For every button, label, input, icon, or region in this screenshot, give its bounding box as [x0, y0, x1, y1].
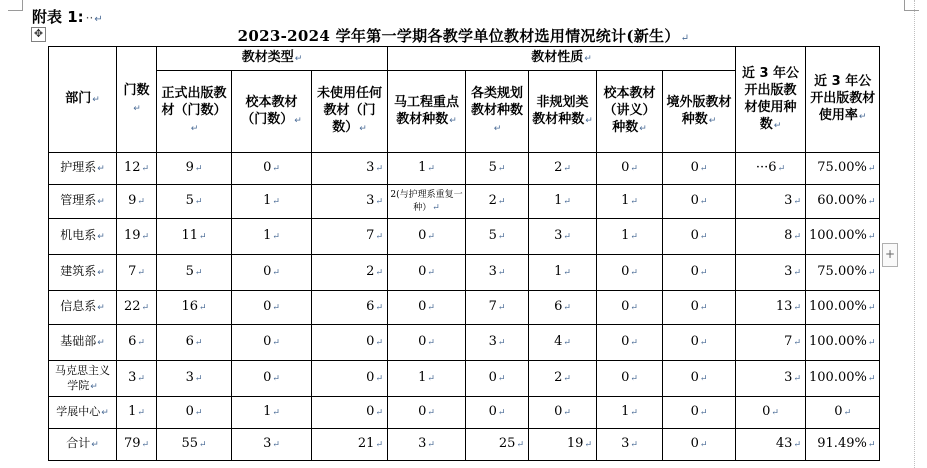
table-row — [49, 153, 880, 185]
cell-recent-count: 13↵ — [736, 291, 806, 325]
paragraph-mark-icon: ↵ — [92, 95, 100, 105]
header-unused: 未使用任何教材（门数）↵ — [312, 71, 388, 153]
paragraph-mark-icon: ↵ — [563, 268, 571, 278]
cell-formal: 9↵ — [157, 153, 232, 185]
cell-formal: 0↵ — [157, 397, 232, 429]
cell-dept: 护理系↵ — [49, 153, 117, 185]
paragraph-mark-icon: ↵ — [427, 440, 435, 450]
paragraph-mark-icon: ↵ — [563, 232, 571, 242]
paragraph-mark-icon: ↵ — [699, 440, 708, 450]
paragraph-mark-icon: ↵ — [133, 103, 141, 114]
paragraph-mark-icon: ↵ — [294, 115, 302, 126]
paragraph-mark-icon: ↵ — [516, 440, 524, 450]
cell-recent-count: 8↵ — [736, 219, 806, 255]
cell-recent-count: 0↵ — [736, 397, 806, 429]
page-corner-mark-right — [904, 0, 919, 11]
paragraph-mark-icon: ↵ — [793, 338, 801, 348]
cell-lecture: 3↵ — [597, 429, 663, 461]
paragraph-mark-icon: ↵ — [94, 14, 103, 25]
cell-planned: 25↵ — [466, 429, 529, 461]
cell-school: 0↵ — [232, 153, 312, 185]
cell-recent-rate: 100.00%↵ — [806, 219, 880, 255]
paragraph-mark-icon: ↵ — [699, 164, 708, 174]
paragraph-mark-icon: ↵ — [359, 124, 367, 134]
paragraph-mark-icon: ↵ — [497, 268, 506, 278]
paragraph-mark-icon: ↵ — [432, 202, 440, 213]
paragraph-mark-icon: ↵ — [194, 408, 203, 418]
cell-dept: 合计↵ — [49, 429, 117, 461]
paragraph-mark-icon: ↵ — [497, 232, 506, 242]
paragraph-mark-icon: ↵ — [867, 164, 876, 174]
header-group-nature: 教材性质↵ — [388, 47, 736, 71]
cell-foreign: 0↵ — [663, 219, 736, 255]
paragraph-mark-icon: ↵ — [771, 408, 779, 418]
paragraph-mark-icon: ↵ — [375, 408, 383, 418]
header-recent3-count: 近 3 年公开出版教材使用种数↵ — [736, 47, 806, 153]
cell-unused: 3↵ — [312, 153, 388, 185]
appendix-dots: ·· — [85, 11, 94, 25]
paragraph-mark-icon: ↵ — [427, 338, 435, 348]
page-edge-guide — [914, 0, 916, 468]
paragraph-mark-icon: ↵ — [867, 232, 876, 242]
paragraph-mark-icon: ↵ — [867, 338, 876, 348]
cell-recent-rate: 100.00%↵ — [806, 361, 880, 397]
table-row — [49, 185, 880, 219]
paragraph-mark-icon: ↵ — [294, 54, 303, 64]
paragraph-mark-icon: ↵ — [141, 303, 150, 313]
paragraph-mark-icon: ↵ — [190, 124, 199, 134]
paragraph-mark-icon: ↵ — [630, 440, 638, 450]
cell-planned: 5↵ — [466, 219, 529, 255]
cell-recent-rate: 75.00%↵ — [806, 255, 880, 291]
paragraph-mark-icon: ↵ — [199, 232, 207, 242]
paragraph-mark-icon: ↵ — [375, 338, 383, 348]
paragraph-mark-icon: ↵ — [858, 112, 867, 122]
paragraph-mark-icon: ↵ — [375, 164, 383, 174]
cell-foreign: 0↵ — [663, 291, 736, 325]
paragraph-mark-icon: ↵ — [141, 164, 150, 174]
paragraph-mark-icon: ↵ — [272, 268, 280, 278]
header-marx: 马工程重点教材种数↵ — [388, 71, 466, 153]
cell-foreign: 0↵ — [663, 185, 736, 219]
header-group-type: 教材类型↵ — [157, 47, 388, 71]
cell-courses: 22↵ — [117, 291, 157, 325]
paragraph-mark-icon: ↵ — [427, 303, 435, 313]
cell-school: 0↵ — [232, 361, 312, 397]
cell-school: 3↵ — [232, 429, 312, 461]
paragraph-mark-icon: ↵ — [137, 338, 145, 348]
table-add-row-plus-icon[interactable]: + — [882, 243, 898, 267]
paragraph-mark-icon: ↵ — [793, 374, 801, 384]
paragraph-mark-icon: ↵ — [90, 381, 98, 392]
paragraph-mark-icon: ↵ — [141, 232, 150, 242]
table-row-total — [49, 429, 880, 461]
paragraph-mark-icon: ↵ — [867, 303, 876, 313]
cell-planned: 0↵ — [466, 397, 529, 429]
cell-unused: 21↵ — [312, 429, 388, 461]
paragraph-mark-icon: ↵ — [375, 268, 383, 278]
cell-marx: 1↵ — [388, 361, 466, 397]
paragraph-mark-icon: ↵ — [699, 374, 708, 384]
cell-nonplanned: 6↵ — [529, 291, 597, 325]
cell-marx: 0↵ — [388, 291, 466, 325]
table-row — [49, 291, 880, 325]
paragraph-mark-icon: ↵ — [699, 408, 708, 418]
paragraph-mark-icon: ↵ — [137, 408, 145, 418]
cell-recent-rate: 0↵ — [806, 397, 880, 429]
cell-lecture: 0↵ — [597, 291, 663, 325]
cell-lecture: 1↵ — [597, 185, 663, 219]
paragraph-mark-icon: ↵ — [97, 268, 105, 278]
paragraph-mark-icon: ↵ — [777, 164, 786, 174]
cell-foreign: 0↵ — [663, 361, 736, 397]
cell-marx: 2(与护理系重复一种）↵ — [388, 185, 466, 219]
statistics-table — [48, 46, 880, 461]
cell-formal: 11↵ — [157, 219, 232, 255]
paragraph-mark-icon: ↵ — [427, 268, 435, 278]
cell-courses: 19↵ — [117, 219, 157, 255]
paragraph-mark-icon: ↵ — [563, 374, 571, 384]
cell-formal: 5↵ — [157, 185, 232, 219]
cell-dept: 基础部↵ — [49, 325, 117, 361]
paragraph-mark-icon: ↵ — [375, 197, 383, 207]
paragraph-mark-icon: ↵ — [699, 303, 708, 313]
paragraph-mark-icon: ↵ — [630, 303, 638, 313]
paragraph-mark-icon: ↵ — [867, 197, 876, 207]
header-recent3-rate: 近 3 年公开出版教材使用率↵ — [806, 47, 880, 153]
paragraph-mark-icon: ↵ — [563, 164, 571, 174]
cell-courses: 3↵ — [117, 361, 157, 397]
paragraph-mark-icon: ↵ — [497, 408, 506, 418]
paragraph-mark-icon: ↵ — [272, 164, 280, 174]
cell-foreign: 0↵ — [663, 429, 736, 461]
header-school: 校本教材（门数）↵ — [232, 71, 312, 153]
cell-formal: 5↵ — [157, 255, 232, 291]
paragraph-mark-icon: ↵ — [449, 115, 457, 126]
paragraph-mark-icon: ↵ — [137, 268, 145, 278]
paragraph-mark-icon: ↵ — [427, 164, 435, 174]
cell-marx: 1↵ — [388, 153, 466, 185]
table-title-text: 2023-2024 学年第一学期各教学单位教材选用情况统计(新生） — [237, 27, 680, 45]
paragraph-mark-icon: ↵ — [194, 197, 203, 207]
paragraph-mark-icon: ↵ — [137, 197, 145, 207]
paragraph-mark-icon: ↵ — [272, 338, 280, 348]
cell-dept: 管理系↵ — [49, 185, 117, 219]
paragraph-mark-icon: ↵ — [497, 197, 506, 207]
cell-recent-count: 3↵ — [736, 255, 806, 291]
appendix-text: 附表 1: — [32, 8, 84, 26]
paragraph-mark-icon: ↵ — [194, 268, 203, 278]
cell-courses: 7↵ — [117, 255, 157, 291]
cell-lecture: 0↵ — [597, 255, 663, 291]
table-row — [49, 255, 880, 291]
cell-nonplanned: 0↵ — [529, 397, 597, 429]
cell-recent-count: 7↵ — [736, 325, 806, 361]
paragraph-mark-icon: ↵ — [793, 232, 801, 242]
paragraph-mark-icon: ↵ — [137, 374, 145, 384]
paragraph-mark-icon: ↵ — [272, 440, 280, 450]
cell-planned: 2↵ — [466, 185, 529, 219]
cell-unused: 2↵ — [312, 255, 388, 291]
paragraph-mark-icon: ↵ — [493, 124, 502, 134]
paragraph-mark-icon: ↵ — [194, 374, 203, 384]
cell-school: 1↵ — [232, 397, 312, 429]
cell-lecture: 0↵ — [597, 325, 663, 361]
cell-school: 0↵ — [232, 325, 312, 361]
cell-recent-rate: 100.00%↵ — [806, 325, 880, 361]
paragraph-mark-icon: ↵ — [194, 164, 203, 174]
cell-dept: 学展中心↵ — [49, 397, 117, 429]
paragraph-mark-icon: ↵ — [497, 303, 506, 313]
paragraph-mark-icon: ↵ — [793, 303, 801, 313]
header-formal: 正式出版教材（门数）↵ — [157, 71, 232, 153]
cell-formal: 6↵ — [157, 325, 232, 361]
paragraph-mark-icon: ↵ — [793, 268, 801, 278]
cell-recent-count: 3↵ — [736, 185, 806, 219]
paragraph-mark-icon: ↵ — [194, 338, 203, 348]
paragraph-mark-icon: ↵ — [272, 374, 280, 384]
cell-recent-rate: 91.49%↵ — [806, 429, 880, 461]
paragraph-mark-icon: ↵ — [699, 268, 708, 278]
cell-lecture: 0↵ — [597, 361, 663, 397]
cell-unused: 6↵ — [312, 291, 388, 325]
paragraph-mark-icon: ↵ — [630, 408, 638, 418]
cell-planned: 3↵ — [466, 255, 529, 291]
header-planned: 各类规划教材种数↵ — [466, 71, 529, 153]
header-school-lecture: 校本教材（讲义）种数↵ — [597, 71, 663, 153]
cell-dept: 机电系↵ — [49, 219, 117, 255]
cell-dept: 信息系↵ — [49, 291, 117, 325]
cell-marx: 0↵ — [388, 325, 466, 361]
paragraph-mark-icon: ↵ — [97, 164, 105, 174]
header-dept: 部门↵ — [49, 47, 117, 153]
header-foreign: 境外版教材种数↵ — [663, 71, 736, 153]
cell-courses: 1↵ — [117, 397, 157, 429]
cell-nonplanned: 19↵ — [529, 429, 597, 461]
cell-lecture: 0↵ — [597, 153, 663, 185]
paragraph-mark-icon: ↵ — [867, 268, 876, 278]
cell-unused: 0↵ — [312, 325, 388, 361]
paragraph-mark-icon: ↵ — [793, 440, 801, 450]
table-row — [49, 325, 880, 361]
paragraph-mark-icon: ↵ — [199, 440, 207, 450]
paragraph-mark-icon: ↵ — [97, 338, 105, 348]
paragraph-mark-icon: ↵ — [630, 164, 638, 174]
cell-unused: 0↵ — [312, 361, 388, 397]
paragraph-mark-icon: ↵ — [375, 374, 383, 384]
header-courses: 门数↵ — [117, 47, 157, 153]
paragraph-mark-icon: ↵ — [793, 197, 801, 207]
cell-unused: 3↵ — [312, 185, 388, 219]
paragraph-mark-icon: ↵ — [867, 374, 876, 384]
paragraph-mark-icon: ↵ — [563, 338, 571, 348]
cell-lecture: 1↵ — [597, 397, 663, 429]
cell-nonplanned: 2↵ — [529, 153, 597, 185]
paragraph-mark-icon: ↵ — [680, 33, 690, 44]
cell-recent-count: 43↵ — [736, 429, 806, 461]
paragraph-mark-icon: ↵ — [563, 197, 571, 207]
cell-planned: 0↵ — [466, 361, 529, 397]
cell-nonplanned: 1↵ — [529, 255, 597, 291]
cell-courses: 6↵ — [117, 325, 157, 361]
paragraph-mark-icon: ↵ — [563, 408, 571, 418]
cell-unused: 0↵ — [312, 397, 388, 429]
cell-planned: 3↵ — [466, 325, 529, 361]
paragraph-mark-icon: ↵ — [843, 408, 852, 418]
paragraph-mark-icon: ↵ — [375, 440, 383, 450]
paragraph-mark-icon: ↵ — [497, 164, 506, 174]
paragraph-mark-icon: ↵ — [585, 115, 593, 126]
cell-school: 1↵ — [232, 185, 312, 219]
paragraph-mark-icon: ↵ — [639, 124, 647, 134]
paragraph-mark-icon: ↵ — [497, 374, 506, 384]
cell-formal: 3↵ — [157, 361, 232, 397]
cell-recent-count: 3↵ — [736, 361, 806, 397]
cell-nonplanned: 3↵ — [529, 219, 597, 255]
appendix-label — [32, 6, 103, 27]
cell-school: 1↵ — [232, 219, 312, 255]
paragraph-mark-icon: ↵ — [427, 408, 435, 418]
paragraph-mark-icon: ↵ — [497, 338, 506, 348]
cell-recent-rate: 100.00%↵ — [806, 291, 880, 325]
paragraph-mark-icon: ↵ — [272, 408, 280, 418]
cell-formal: 55↵ — [157, 429, 232, 461]
paragraph-mark-icon: ↵ — [375, 303, 383, 313]
paragraph-mark-icon: ↵ — [708, 115, 717, 126]
table-move-handle-icon[interactable]: ✥ — [31, 27, 46, 42]
paragraph-mark-icon: ↵ — [375, 232, 383, 242]
cell-foreign: 0↵ — [663, 255, 736, 291]
paragraph-mark-icon: ↵ — [867, 440, 876, 450]
paragraph-mark-icon: ↵ — [427, 232, 435, 242]
paragraph-mark-icon: ↵ — [272, 303, 280, 313]
paragraph-mark-icon: ↵ — [699, 232, 708, 242]
table-title — [0, 25, 927, 46]
paragraph-mark-icon: ↵ — [199, 303, 207, 313]
cell-marx: 0↵ — [388, 219, 466, 255]
cell-recent-count: ···6↵ — [736, 153, 806, 185]
cell-planned: 7↵ — [466, 291, 529, 325]
paragraph-mark-icon: ↵ — [97, 197, 105, 207]
cell-courses: 79↵ — [117, 429, 157, 461]
paragraph-mark-icon: ↵ — [630, 232, 638, 242]
cell-formal: 16↵ — [157, 291, 232, 325]
paragraph-mark-icon: ↵ — [630, 268, 638, 278]
paragraph-mark-icon: ↵ — [699, 197, 708, 207]
cell-foreign: 0↵ — [663, 153, 736, 185]
cell-unused: 7↵ — [312, 219, 388, 255]
paragraph-mark-icon: ↵ — [699, 338, 708, 348]
cell-courses: 9↵ — [117, 185, 157, 219]
cell-marx: 0↵ — [388, 397, 466, 429]
header-nonplanned: 非规划类教材种数↵ — [529, 71, 597, 153]
paragraph-mark-icon: ↵ — [141, 440, 150, 450]
paragraph-mark-icon: ↵ — [630, 338, 638, 348]
cell-nonplanned: 1↵ — [529, 185, 597, 219]
paragraph-mark-icon: ↵ — [427, 374, 435, 384]
paragraph-mark-icon: ↵ — [630, 374, 638, 384]
table-row — [49, 397, 880, 429]
table-row — [49, 219, 880, 255]
cell-school: 0↵ — [232, 291, 312, 325]
paragraph-mark-icon: ↵ — [97, 232, 105, 242]
cell-recent-rate: 60.00%↵ — [806, 185, 880, 219]
paragraph-mark-icon: ↵ — [91, 440, 99, 450]
paragraph-mark-icon: ↵ — [101, 408, 109, 418]
page-corner-mark-left — [8, 0, 23, 11]
cell-recent-rate: 75.00%↵ — [806, 153, 880, 185]
cell-courses: 12↵ — [117, 153, 157, 185]
cell-nonplanned: 2↵ — [529, 361, 597, 397]
cell-nonplanned: 4↵ — [529, 325, 597, 361]
paragraph-mark-icon: ↵ — [773, 120, 782, 131]
cell-school: 0↵ — [232, 255, 312, 291]
table-row — [49, 361, 880, 397]
cell-dept: 马克思主义学院↵ — [49, 361, 117, 397]
cell-lecture: 1↵ — [597, 219, 663, 255]
cell-planned: 5↵ — [466, 153, 529, 185]
cell-marx: 3↵ — [388, 429, 466, 461]
paragraph-mark-icon: ↵ — [97, 303, 105, 313]
paragraph-mark-icon: ↵ — [584, 440, 592, 450]
paragraph-mark-icon: ↵ — [630, 197, 638, 207]
paragraph-mark-icon: ↵ — [272, 197, 280, 207]
paragraph-mark-icon: ↵ — [272, 232, 280, 242]
cell-foreign: 0↵ — [663, 397, 736, 429]
paragraph-mark-icon: ↵ — [563, 303, 571, 313]
cell-foreign: 0↵ — [663, 325, 736, 361]
cell-dept: 建筑系↵ — [49, 255, 117, 291]
cell-marx: 0↵ — [388, 255, 466, 291]
paragraph-mark-icon: ↵ — [584, 54, 592, 64]
